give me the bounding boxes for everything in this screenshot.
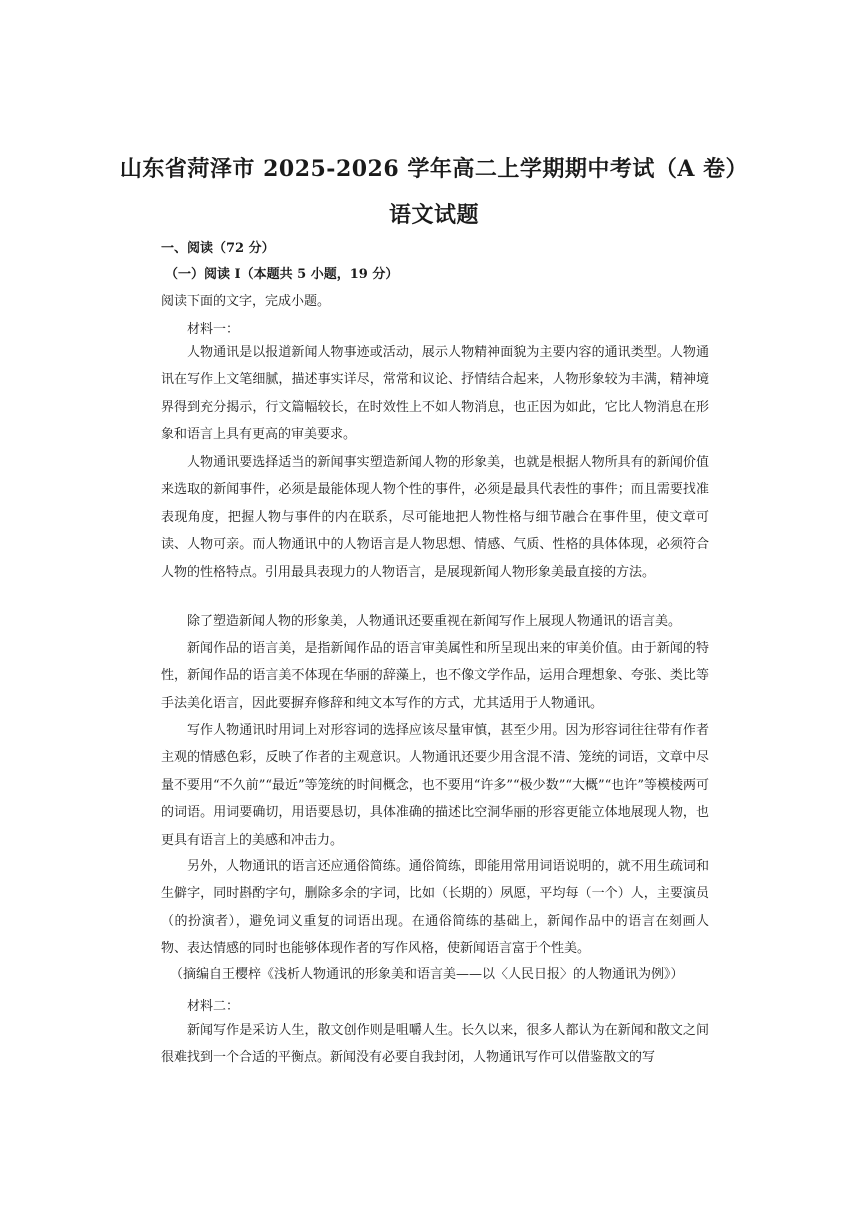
material-two-label: 材料二： [187, 999, 240, 1014]
exam-subtitle: 语文试题 [388, 202, 479, 228]
material-one-paragraph: 写作人物通讯时用词上对形容词的选择应该尽量审慎，甚至少用。因为形容词往往带有作者主观的情感色彩，反映了作者的主观意识。人物通讯还要少用含混不清、笼统的词语，文章中尽量不要用“不久前”“最近”等笼统的时间概念，也不要用“许多”“极少数”“大概”“也许”等模棱两可的词语。用词要确切，用语要恳切，具体准确的描述比空洞华丽的形容更能立体地展现人物，也更具有语言上的美感和冲击力。 [161, 723, 709, 848]
instruction-text: 阅读下面的文字，完成小题。 [161, 294, 331, 309]
material-one-paragraph: 人物通讯是以报道新闻人物事迹或活动，展示人物精神面貌为主要内容的通讯类型。人物通讯在写作上文笔细腻，描述事实详尽，常常和议论、抒情结合起来，人物形象较为丰满，精神境界得到充分揭示，行文篇幅较长，在时效性上不如人物消息，也正因为如此，它比人物消息在形象和语言上具有更高的审美要求。 [161, 345, 709, 443]
material-one-paragraph: 人物通讯要选择适当的新闻事实塑造新闻人物的形象美，也就是根据人物所具有的新闻价值来选取的新闻事件，必须是最能体现人物个性的事件，必须是最具代表性的事件；而且需要找准表现角度，把握人物与事件的内在联系，尽可能地把人物性格与细节融合在事件里，使文章可读、人物可亲。而人物通讯中的人物语言是人物思想、情感、气质、性格的具体体现，必须符合人物的性格特点。引用最具表现力的人物语言，是展现新闻人物形象美最直接的方法。 [161, 455, 709, 580]
material-one-label: 材料一： [187, 322, 240, 337]
material-one-paragraph: 新闻作品的语言美，是指新闻作品的语言审美属性和所呈现出来的审美价值。由于新闻的特性，新闻作品的语言美不体现在华丽的辞藻上，也不像文学作品，运用合理想象、夸张、类比等手法美化语言，因此要摒弃修辞和纯文本写作的方式，尤其适用于人物通讯。 [161, 641, 709, 711]
material-one-paragraph: 另外，人物通讯的语言还应通俗简练。通俗简练，即能用常用词语说明的，就不用生疏词和生僻字，同时斟酌字句，删除多余的字词，比如（长期的）夙愿，平均每（一个）人，主要演员（的扮演者），避免词义重复的词语出现。在通俗简练的基础上，新闻作品中的语言在刻画人物、表达情感的同时也能够体现作者的写作风格，使新闻语言富于个性美。 [161, 859, 709, 957]
material-one-paragraph: 除了塑造新闻人物的形象美，人物通讯还要重视在新闻写作上展现人物通讯的语言美。 [187, 614, 682, 629]
section-heading: 一、阅读（72 分） [161, 241, 275, 256]
material-two-paragraph: 新闻写作是采访人生，散文创作则是咀嚼人生。长久以来，很多人都认为在新闻和散文之间很难找到一个合适的平衡点。新闻没有必要自我封闭，人物通讯写作可以借鉴散文的写 [161, 1023, 709, 1066]
exam-title: 山东省菏泽市 2025-2026 学年高二上学期期中考试（A 卷） [119, 156, 749, 182]
part-heading: （一）阅读 I（本题共 5 小题，19 分） [165, 267, 399, 282]
material-one-source: （摘编自王樱梓《浅析人物通讯的形象美和语言美——以〈人民日报〉的人物通讯为例》） [170, 967, 684, 982]
